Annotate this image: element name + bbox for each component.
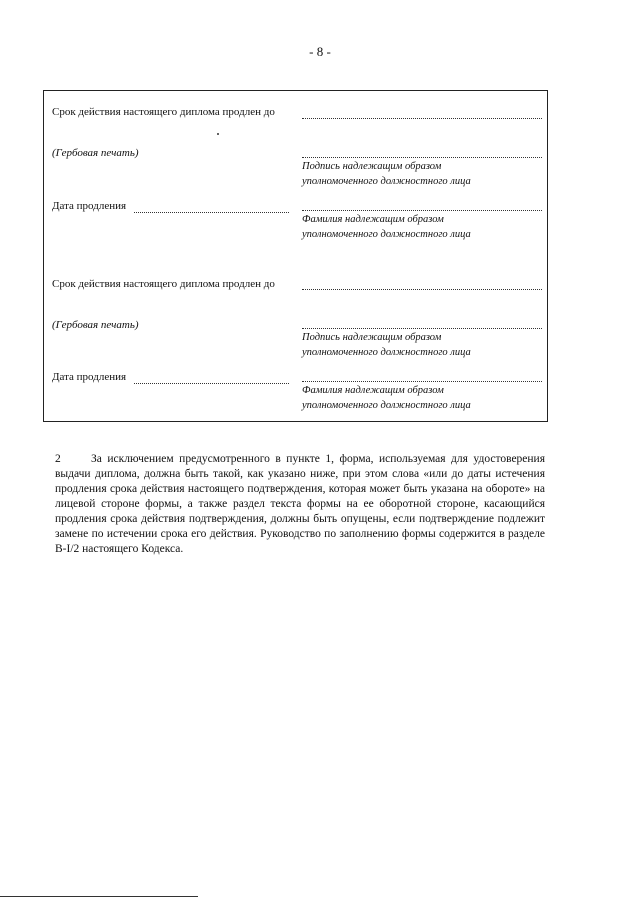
paragraph-2 (55, 452, 545, 557)
extension-date-field-2[interactable] (134, 383, 289, 384)
seal-label-1: (Гербовая печать) (52, 147, 139, 159)
signature-caption-2b: уполномоченного должностного лица (302, 347, 471, 358)
name-caption-2b: уполномоченного должностного лица (302, 400, 471, 411)
signature-caption-2a: Подпись надлежащим образом (302, 332, 442, 343)
extended-until-field-1[interactable] (302, 118, 542, 119)
extension-date-field-1[interactable] (134, 212, 289, 213)
paragraph-number: 2 (55, 453, 61, 465)
paragraph-text: За исключением предусмотренного в пункте 1, форма, используемая для удостоверения выдачи диплома, должна быть такой, как указано ниже, при этом слова «или до даты истечения продления срока действия настоящего подтверждения, которая может быть указана на обороте» на лицевой стороне формы, а также раздел текста формы на ее оборотной стороне, касающийся продления срока действия подтверждения, должны быть опущены, если подтверждение подлежит замене по истечении срока его действия. Руководство по заполнению формы содержится в разделе B-I/2 настоящего Кодекса. (55, 453, 545, 555)
scan-speck (217, 133, 219, 135)
name-caption-1b: уполномоченного должностного лица (302, 229, 471, 240)
extended-until-label-2: Срок действия настоящего диплома продлен до (52, 278, 275, 290)
footnote-rule (0, 896, 198, 897)
signature-caption-1b: уполномоченного должностного лица (302, 176, 471, 187)
seal-label-2: (Гербовая печать) (52, 319, 139, 331)
extended-until-field-2[interactable] (302, 289, 542, 290)
signature-field-1[interactable] (302, 157, 542, 158)
extension-date-label-1: Дата продления (52, 200, 127, 212)
signature-field-2[interactable] (302, 328, 542, 329)
extension-date-label-2: Дата продления (52, 371, 127, 383)
extended-until-label-1: Срок действия настоящего диплома продлен до (52, 106, 275, 118)
extension-form-frame (43, 90, 548, 422)
page-number: - 8 - (309, 44, 331, 59)
name-field-1[interactable] (302, 210, 542, 211)
name-caption-1a: Фамилия надлежащим образом (302, 214, 444, 225)
name-field-2[interactable] (302, 381, 542, 382)
signature-caption-1a: Подпись надлежащим образом (302, 161, 442, 172)
name-caption-2a: Фамилия надлежащим образом (302, 385, 444, 396)
